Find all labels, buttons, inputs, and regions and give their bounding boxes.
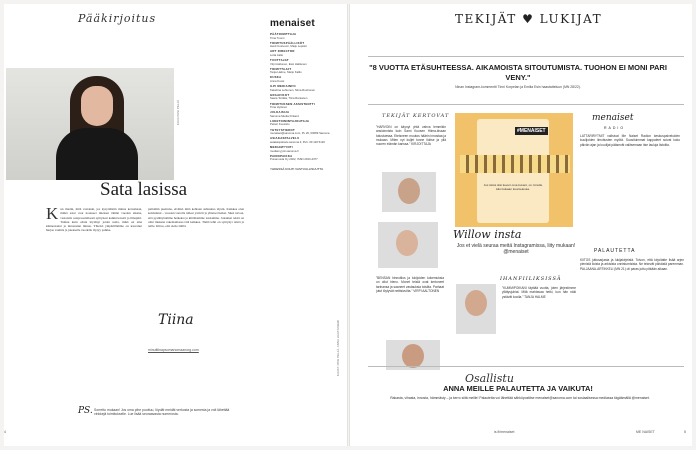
portrait-face (81, 86, 113, 126)
photo-credit: KUVA PASI PELJÄ (176, 100, 180, 126)
footer-brand: ME NAISET (636, 430, 655, 434)
page-number-right: 5 (684, 430, 686, 434)
masthead-role: KUSKA (270, 75, 282, 80)
feedback-cta-heading: ANNA MEILLE PALAUTETTA JA VAIKUTA! (443, 384, 593, 393)
quote-2: "BENSAN hinnoitlus ja lukijoiden kokemuksia on ollut hieno. Monet teistä ovat kertoneet tarinansa ja saaneet vastauksia toisilta. Parhaat jutut löytyvät nettisivuilta." VIRPI AALTONEN (376, 276, 444, 293)
tk-text: "HARVOIN on käynyt yhtä vahva lemmikin ansioinnista kuin Sami Kuosen Hiima-kissan tutustuessa. Eteisneen muutos häärin innostaa ja mukaan. Miten nyt kuljet tunne iloitse ja yllä nuoren elämän kanssa." KIRJOITTAJA (376, 125, 446, 147)
author-photo-1 (382, 172, 436, 212)
masthead-name: Tiina Tuomi (270, 35, 285, 40)
dropcap: K (46, 204, 59, 223)
ps-label: PS. (78, 406, 93, 416)
masthead-role: TOIMITTAJAT (270, 66, 292, 71)
masthead-name: Tanja Halme, Marjo Kallio (270, 70, 302, 75)
quote-source: Ninan Instagram-kommentti Tinni Korpelan ja Emilia Esin haastatteluun (MN 28/22). (455, 85, 581, 89)
portrait-body (56, 128, 138, 180)
masthead-name: menaiset@sanoma.com, PL 20, 00089 Sanoma (270, 131, 330, 136)
masthead-name: Sanoma Media Finland (270, 113, 299, 118)
photo-caption-vertical: KUVAT: PASI PELJÄ, ANNA HAUTANIEMI (336, 320, 340, 377)
author-face (396, 230, 418, 256)
masthead-role: MEDIAMYYNTI (270, 144, 293, 149)
masthead-role: ASIAKASPALVELU (270, 136, 300, 141)
author-photo-4 (456, 284, 496, 334)
article-column-1 (46, 204, 142, 233)
masthead-name: Heidi Uusivuori, Maiju Lepistö (270, 44, 307, 49)
phone-caption: Jos tämä olisi keveri oma kuvani, on minulle kävi kukaan kuuntelevaa. (483, 183, 543, 191)
article-title: Sata lasissa (100, 179, 188, 200)
tk-heading: TEKIJÄT KERTOVAT (382, 113, 450, 119)
editorial-kicker: Pääkirjoitus (78, 12, 157, 25)
masthead-name: Punamusta Oy 2022, ISSN 2323-4377 (270, 157, 318, 162)
divider (368, 104, 684, 105)
instagram-heading: Willow insta (453, 228, 522, 241)
ihan-text: "KUMMIPOIKANI täyttää vuotta, joten järjestimme yllätysjuhlat. Mitä mahtavaa hetki, kun hän näki ystävät koolla." TANJA HALME (502, 286, 576, 299)
page-gutter (347, 4, 350, 446)
footer-url: is.fi/menaiset (494, 430, 515, 434)
instagram-cta: Jos et vielä seuraa meitä Instagramissa, liity mukaan! @menaiset (456, 243, 576, 256)
editor-portrait (6, 68, 174, 180)
column-1-text: un mietin, mitä vastaisin, jos kysyttäisiin minua kertomaan, mitkä asiat ovat nousseet mieleen tämän vuoden aikana, vastaisin: sataprosenttisesti syntyneet kaikki kaverit ja ilmapiiri. Tuntuu kuin olisin löytänyt jotain uutta, mikä on aina kiinnostanut ja innostanut minua. Yhteisö ympärillämme on kasvanut hurjaa vauhtia ja jokaiselle vuodelle löytyy paikka. (46, 207, 142, 233)
section-heading: TEKIJÄT ♥ LUKIJAT (455, 12, 603, 26)
masthead-name: Virpi Aaltonen, Essi Halttunen (270, 61, 307, 66)
masthead-name: Anna Kuusi (270, 79, 285, 84)
divider (368, 56, 684, 57)
masthead-name: Petteri Kuusisto (270, 122, 290, 127)
masthead-role: TOIMITUKSEN ASSISTENTTI (270, 101, 315, 106)
ps-text: Sorrettu mukaan! Jos oma pihe puuttuu, löydät meidät verkosta ja somesta ja voit lähettää vinkkejä toimitukselle. Lue lisää seuraavasta numerosta. (94, 408, 230, 417)
author-face (465, 290, 487, 316)
masthead-role: ART DIRECTOR (270, 49, 295, 54)
divider (368, 366, 684, 367)
participate-heading: Osallistu (465, 372, 514, 385)
radio-sub: RADIO (604, 126, 626, 130)
masthead-role: PÄÄTOIMITTAJA (270, 32, 297, 36)
instagram-post-image (455, 113, 573, 227)
masthead-role: PAINOPAIKKA (270, 153, 293, 158)
author-face (402, 344, 424, 368)
sustainability-badge: YHDESSÄ KOHTI VASTUULLISUUTTA (270, 166, 324, 171)
masthead-entries (270, 33, 342, 162)
author-face (398, 178, 420, 204)
feedback-text: KIITOS juttusarjasta ja lukijakirjeistä. Toivon, että kirjoitatte lisää arjen pienistä iloista ja arkisista onnistumisista. Ne tekevät päivästä paremman. PALJAANA-ARTIKKELI (MN 21) oli paras juttu pitkään aikaan. (580, 258, 684, 271)
masthead-name: Katariina Lehtonen, Niina Ruohonen (270, 87, 316, 92)
page-number-left: 4 (4, 430, 6, 434)
masthead-role: YHTEYSTIEDOT (270, 127, 296, 132)
article-column-2: pulloihin puettuna, eivätkö niitä kohtaan suhtautua täysin. Kaikkea olen kohdannut – vuosien varrella tulleet ystävät ja yhteiset hetket. Siksi toivon, että pysähtyisimme hetkeksi ja kiittäisimme toisiamme. Jokainen teistä on ollut mukana rakentamassa tätä kaikkea. Tämä lehti on syntynyt teistä ja teille. Kiitos, että olette täällä. (148, 207, 244, 229)
masthead-role: JULKAISIJA (270, 110, 290, 115)
masthead (270, 18, 342, 171)
masthead-logo: menaiset (270, 18, 315, 29)
masthead-role: TOIMITUSPÄÄLLIKÖT (270, 40, 305, 45)
ihan-heading: IHANFIILIKSISSÄ (500, 276, 562, 282)
radio-text: LATTARIRYTMIT vallsivat Me Naiset Radion keskuspalveluiden kuulijoiden ilmoitusten myötä. Suosituimmat kappaleet soivat koko päivän ajan ja kuulijat pääsevät valitsemaan itse lauluja listoilta. (580, 134, 680, 147)
hashtag-badge: #MENAISET (517, 128, 546, 134)
author-photo-2 (378, 222, 438, 268)
masthead-role: GRAAFIKOT (270, 92, 290, 97)
masthead-role: TUOTTAJAT (270, 58, 289, 63)
sloth-illustration (460, 155, 570, 173)
masthead-name: mediamyynti.sanoma.fi (270, 148, 299, 153)
feedback-cta-text: Rakasta, vihasta, innosta, hämmästy – ja kerro siitä meille! Palautetta voi lähettää sähköpostitse menaiset@sanoma.com tai sosiaalisessa mediassa tägäämällä @menaiset. (390, 396, 650, 400)
signature: Tiina (158, 312, 194, 328)
masthead-name: asiakaspalvelu.sanoma.fi, Puh. 09 120 5120 (270, 139, 325, 144)
radio-logo: menaiset (592, 113, 634, 123)
masthead-role: LIIKETOIMINTAJOHTAJA (270, 118, 310, 123)
masthead-name: Tiina Hytönen (270, 105, 288, 110)
feedback-heading: PALAUTETTA (594, 248, 636, 254)
editor-email-link[interactable]: minuttiinapsomanomaanorg.com (148, 348, 199, 352)
reader-quote: "8 VUOTTA ETÄSUHTEESSA. AIKAMOISTA SITOUTUMISTA. TUOHON EI MONI PARI VENY." (369, 63, 667, 82)
masthead-role: ILPI MEDIAINFO (270, 84, 296, 89)
masthead-name: Lotta Aalto (270, 52, 284, 57)
masthead-name: Saara Torikka, Tiina Rantanen (270, 96, 308, 101)
